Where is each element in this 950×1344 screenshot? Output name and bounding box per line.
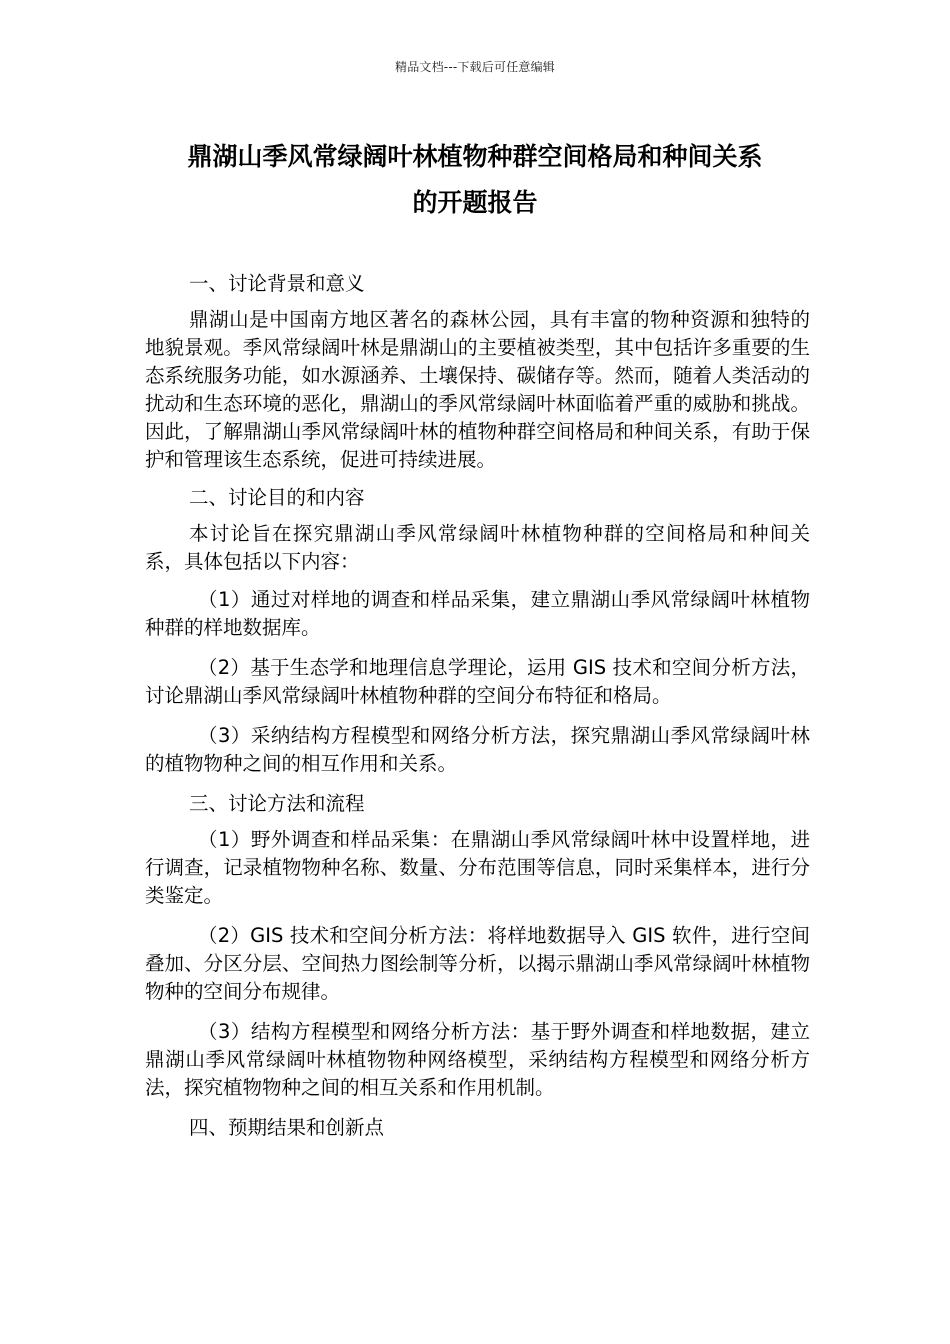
section-heading-methods: 三、讨论方法和流程 xyxy=(189,792,365,815)
background-paragraph: 鼎湖山是中国南方地区著名的森林公园，具有丰富的物种资源和独特的地貌景观。季风常绿阔叶林是鼎湖山的主要植被类型，其中包括许多重要的生态系统服务功能，如水源涵养、土壤保持、碳储存等。然而，随着人类活动的扰动和生态环境的恶化，鼎湖山的季风常绿阔叶林面临着严重的威胁和挑战。因此，了解鼎湖山季风常绿阔叶林的植物种群空间格局和种间关系，有助于保护和管理该生态系统，促进可持续进展。 xyxy=(145,308,810,471)
document-body xyxy=(145,270,810,1150)
section-heading-background: 一、讨论背景和意义 xyxy=(189,272,365,295)
section-heading-expected-results: 四、预期结果和创新点 xyxy=(189,1116,385,1139)
objective-item-2: （2）基于生态学和地理信息学理论，运用 GIS 技术和空间分析方法，讨论鼎湖山季风常绿阔叶林植物种群的空间分布特征和格局。 xyxy=(145,656,810,707)
title-line-1: 鼎湖山季风常绿阔叶林植物种群空间格局和种间关系 xyxy=(187,142,763,171)
method-item-2: （2）GIS 技术和空间分析方法：将样地数据导入 GIS 软件，进行空间叠加、分区分层、空间热力图绘制等分析，以揭示鼎湖山季风常绿阔叶林植物物种的空间分布规律。 xyxy=(145,924,810,1003)
header-note: 精品文档---下载后可任意编辑 xyxy=(395,60,555,74)
objective-item-1: （1）通过对样地的调查和样品采集，建立鼎湖山季风常绿阔叶林植物种群的样地数据库。 xyxy=(145,588,810,639)
title-line-2: 的开题报告 xyxy=(412,188,538,217)
section-heading-objectives: 二、讨论目的和内容 xyxy=(189,486,365,509)
method-item-1: （1）野外调查和样品采集：在鼎湖山季风常绿阔叶林中设置样地，进行调查，记录植物物种名称、数量、分布范围等信息，同时采集样本，进行分类鉴定。 xyxy=(145,828,810,907)
objective-item-3: （3）采纳结构方程模型和网络分析方法，探究鼎湖山季风常绿阔叶林的植物物种之间的相互作用和关系。 xyxy=(145,724,810,775)
document-title xyxy=(120,134,830,226)
method-item-3: （3）结构方程模型和网络分析方法：基于野外调查和样地数据，建立鼎湖山季风常绿阔叶林植物物种网络模型，采纳结构方程模型和网络分析方法，探究植物物种之间的相互关系和作用机制。 xyxy=(145,1020,810,1099)
objectives-intro: 本讨论旨在探究鼎湖山季风常绿阔叶林植物种群的空间格局和种间关系，具体包括以下内容： xyxy=(145,522,810,573)
